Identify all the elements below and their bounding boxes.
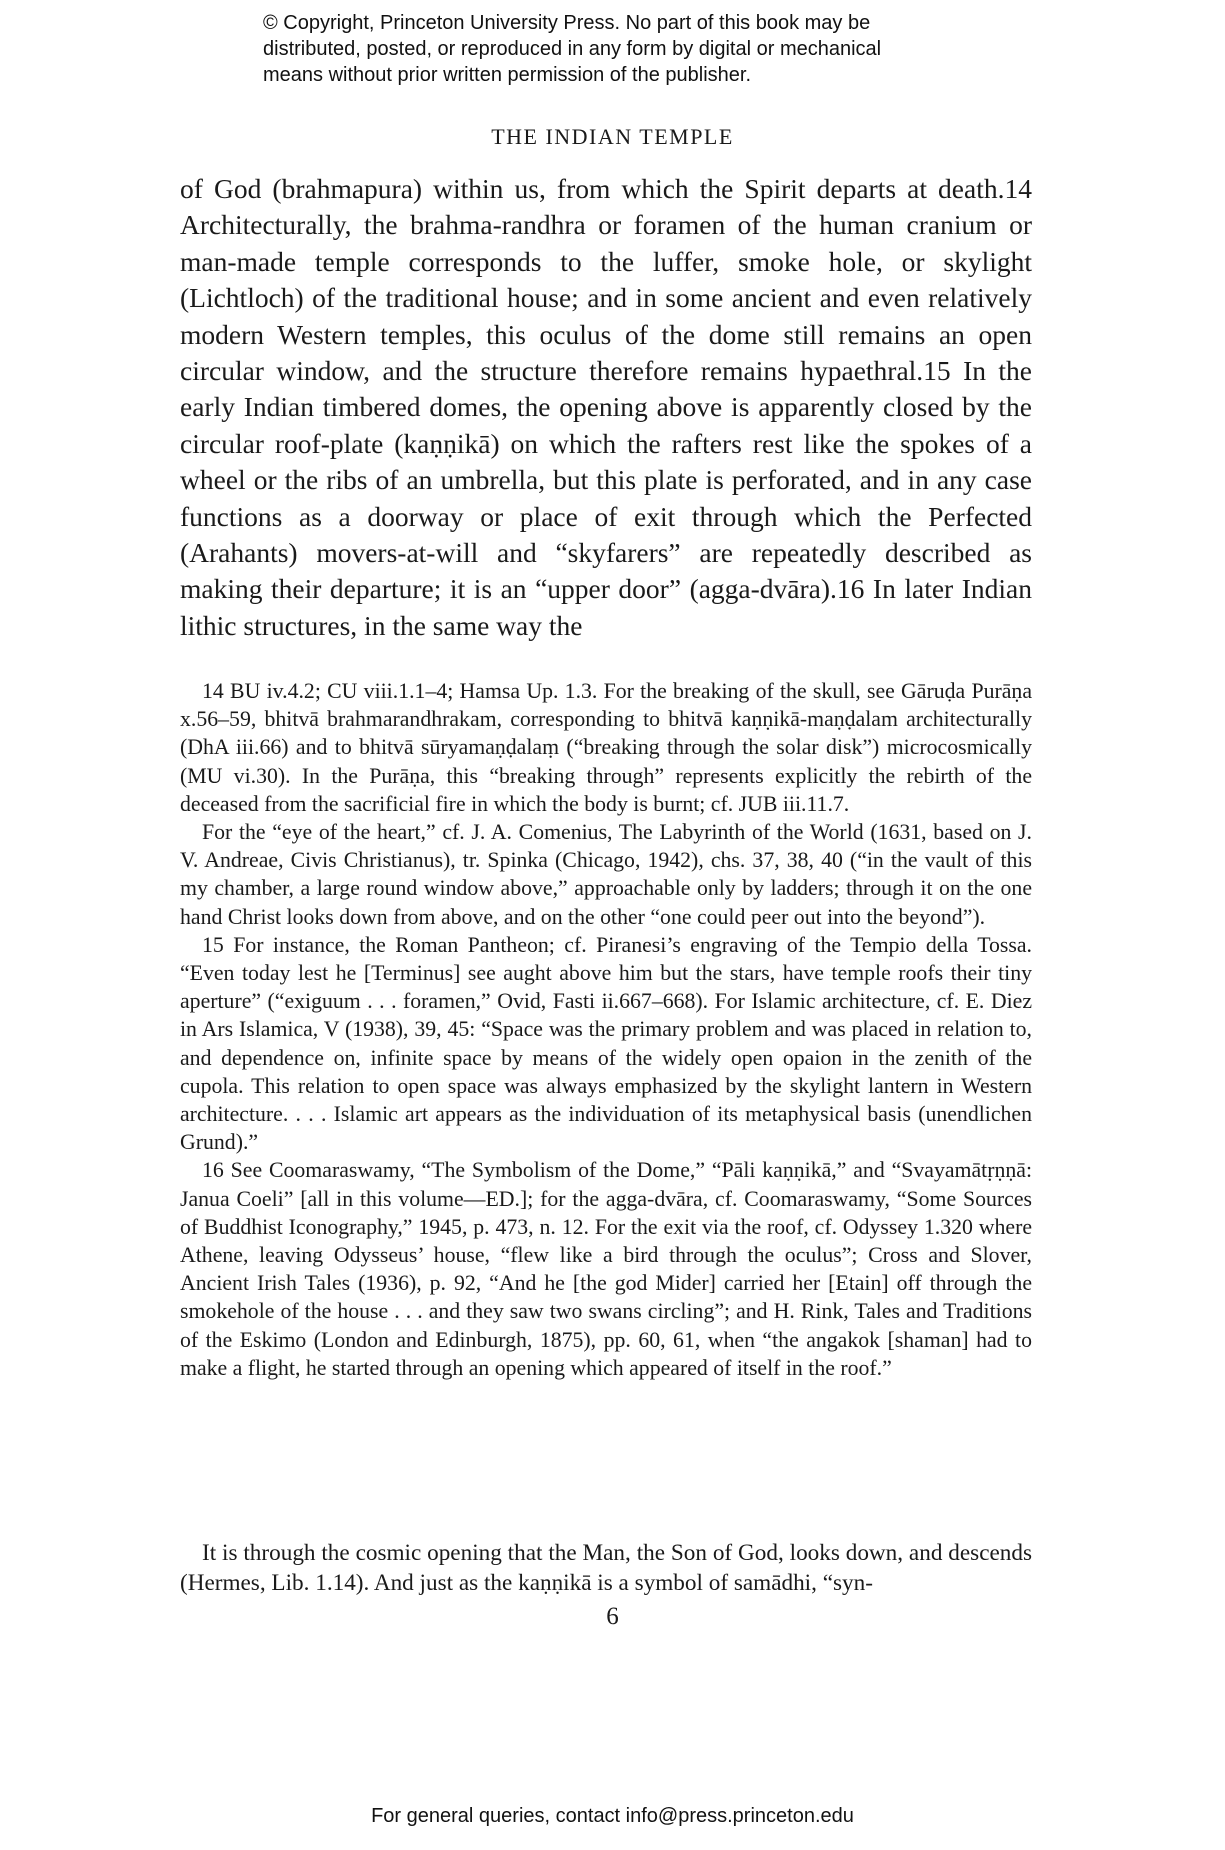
footnote-15: 15 For instance, the Roman Pantheon; cf. Piranesi’s engraving of the Tempio della Tossa. “Even today lest he [Terminus] see aught above him but the stars, have temple roofs their tiny aperture” (“exiguum . . . foramen,” Ovid, Fasti ii.667–668). For Islamic architecture, cf. E. Diez in Ars Islamica, V (1938), 39, 45: “Space was the primary problem and was placed in relation to, and dependence on, infinite space by means of the widely open opaion in the zenith of the cupola. This relation to open space was always emphasized by the skylight lantern in Western architecture. . . . Islamic art appears as the individuation of its metaphysical basis (unendlichen Grund).” [180, 932, 1032, 1155]
running-head: THE INDIAN TEMPLE [491, 124, 734, 149]
continuation-paragraph: It is through the cosmic opening that the Man, the Son of God, looks down, and descends (Hermes, Lib. 1.14). And just as the kaṇṇikā is a symbol of samādhi, “syn- [180, 1540, 1032, 1596]
page-number: 6 [606, 1603, 619, 1630]
copyright-line-3: means without prior written permission of the publisher. [263, 64, 752, 86]
footnote-16: 16 See Coomaraswamy, “The Symbolism of the Dome,” “Pāli kaṇṇikā,” and “Svayamātṛṇṇā: Janua Coeli” [all in this volume—ED.]; for the agga-dvāra, cf. Coomaraswamy, “Some Sources of Buddhist Iconography,” 1945, p. 473, n. 12. For the exit via the roof, cf. Odyssey 1.320 where Athene, leaving Odysseus’ house, “flew like a bird through the oculus”; Cross and Slover, Ancient Irish Tales (1936), p. 92, “And he [the god Mider] carried her [Etain] off through the smokehole of the house . . . and they saw two swans circling”; and H. Rink, Tales and Traditions of the Eskimo (London and Edinburgh, 1875), pp. 60, 61, when “the angakok [shaman] had to make a flight, he started through an opening which appeared of itself in the roof.” [180, 1158, 1032, 1380]
footnote-14-continued: For the “eye of the heart,” cf. J. A. Comenius, The Labyrinth of the World (1631, based on J. V. Andreae, Civis Christianus), tr. Spinka (Chicago, 1942), chs. 37, 38, 40 (“in the vault of this my chamber, a large round window above,” approachable only by ladders; through it on the one hand Christ looks down from above, and on the other “one could peer out into the beyond”). [180, 820, 1032, 929]
main-paragraph: of God (brahmapura) within us, from which the Spirit departs at death.14 Architecturally, the brahma-randhra or foramen of the human cranium or man-made temple corresponds to the luffer, smoke hole, or skylight (Lichtloch) of the traditional house; and in some ancient and even relatively modern Western temples, this oculus of the dome still remains an open circular window, and the structure therefore remains hypaethral.15 In the early Indian timbered domes, the opening above is apparently closed by the circular roof-plate (kaṇṇikā) on which the rafters rest like the spokes of a wheel or the ribs of an umbrella, but this plate is perforated, and in any case functions as a doorway or place of exit through which the Perfected (Arahants) movers-at-will and “skyfarers” are repeatedly described as making their departure; it is an “upper door” (agga-dvāra).16 In later Indian lithic structures, in the same way the [180, 173, 1032, 641]
footnote-14: 14 BU iv.4.2; CU viii.1.1–4; Hamsa Up. 1.3. For the breaking of the skull, see Gāruḍa Purāṇa x.56–59, bhitvā brahmarandhrakam, corresponding to bhitvā kaṇṇikā-maṇḍalam architecturally (DhA iii.66) and to bhitvā sūryamaṇḍalaṃ (“breaking through the solar disk”) microcosmically (MU vi.30). In the Purāṇa, this “breaking through” represents explicitly the rebirth of the deceased from the sacrificial fire in which the body is burnt; cf. JUB iii.11.7. [180, 679, 1032, 816]
copyright-line-2: distributed, posted, or reproduced in any form by digital or mechanical [263, 38, 882, 60]
footnotes [180, 677, 1032, 1382]
footer-contact: For general queries, contact info@press.princeton.edu [371, 1805, 854, 1827]
copyright-line-1: © Copyright, Princeton University Press. No part of this book may be [263, 12, 871, 34]
copyright-notice [263, 10, 983, 88]
